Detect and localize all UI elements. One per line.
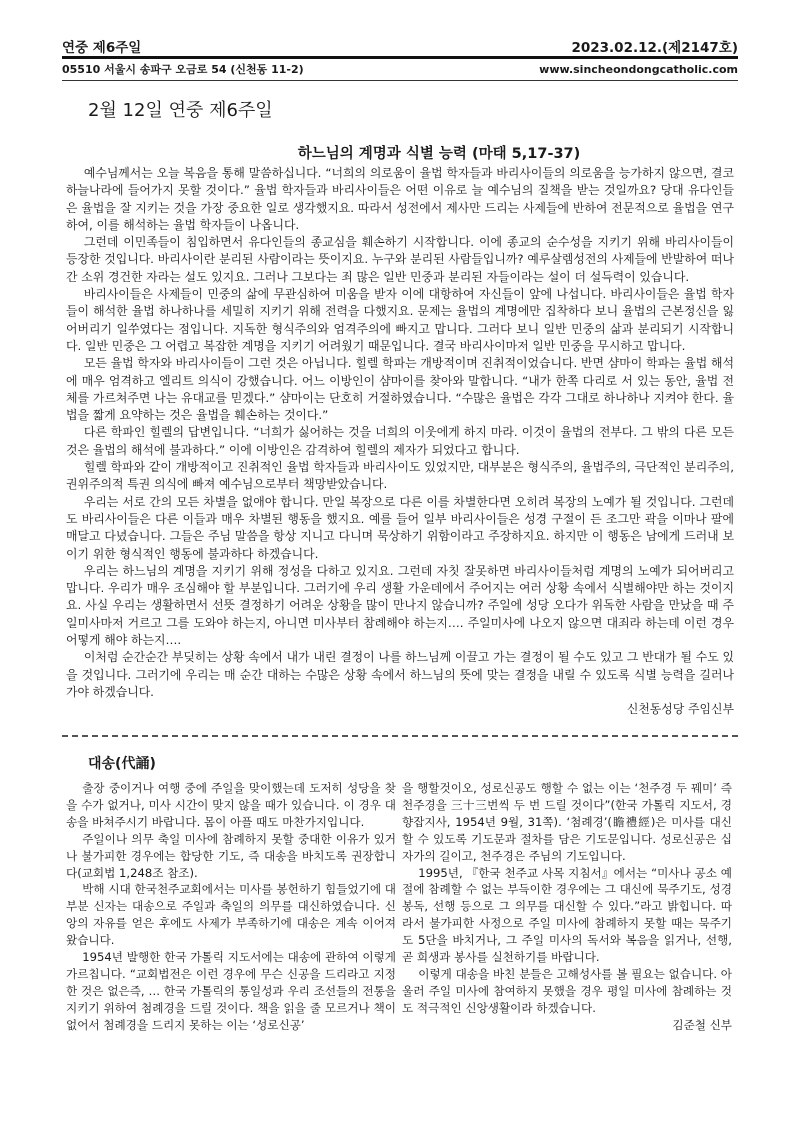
column-paragraph: 1954년 발행한 한국 가톨릭 지도서에는 대송에 관하여 이렇게 가르칩니다. “교회법전은 이런 경우에 무슨 신공을 드리라고 지정한 것은 없은즉, … 한국 가톨릭의 통일성과 우리 조선들의 전통을 지키기 위하여 첨례경을 드릴 것이다. 책을 읽을 줄 모르거나 책이 없어서 첨례경을 드리지 못하는 이는 ‘성로신공’ (66, 950, 396, 1032)
subheader-rule (62, 80, 738, 81)
homily-signature: 신천동성당 주임신부 (626, 702, 734, 717)
homily-paragraph: 모든 율법 학자와 바리사이들이 그런 것은 아닙니다. 힐렐 학파는 개방적이며 진취적이었습니다. 반면 샴마이 학파는 율법 해석에 매우 엄격하고 엘리트 의식이 강했습니다. 어느 이방인이 샴마이를 찾아와 말합니다. “내가 한쪽 다리로 서 있는 동안, 율법 전체를 가르쳐주면 나는 유대교를 믿겠다.” 샴마이는 단호히 거절하였습니다. “수많은 율법은 각각 그대로 하나하나 지켜야 한다. 율법을 짧게 요약하는 것은 율법을 훼손하는 것이다.” (66, 356, 734, 423)
homily-paragraph: 다른 학파인 힐렐의 답변입니다. “너희가 싫어하는 것을 너희의 이웃에게 하지 마라. 이것이 율법의 전부다. 그 밖의 다른 모든 것은 율법의 해석에 불과하다.” 이에 이방인은 감격하여 힐렐의 제자가 되었다고 합니다. (66, 425, 734, 457)
homily-body (66, 165, 734, 719)
homily-paragraph: 그런데 이민족들이 침입하면서 유다인들의 종교심을 훼손하기 시작합니다. 이에 종교의 순수성을 지키기 위해 바리사이들이 등장한 것입니다. 바리사이란 분리된 사람이라는 뜻이지요. 누구와 분리된 사람들입니까? 예루살렘성전의 사제들에 반발하여 떠나간 소위 경건한 자라는 설도 있지요. 그러나 그보다는 죄 많은 일반 민중과 분리된 자들이라는 설이 더 설득력이 있습니다. (66, 235, 735, 284)
homily-paragraph: 예수님께서는 오늘 복음을 통해 말씀하십니다. “너희의 의로움이 율법 학자들과 바리사이들의 의로움을 능가하지 않으면, 결코 하늘나라에 들어가지 못할 것이다.” 율법 학자들과 바리사이들은 어떤 이유로 늘 예수님의 질책을 받는 것일까요? 당대 유다인들은 율법을 잘 지키는 것을 가장 중요한 일로 생각했지요. 따라서 성전에서 제사만 드리는 사제들에 반하여 전문적으로 율법을 연구하여, 이를 해석하는 율법 학자들이 나옵니다. (66, 166, 734, 232)
masthead-rule (62, 56, 738, 59)
section-signature: 김준철 신부 (672, 1017, 732, 1032)
homily-paragraph: 이처럼 순간순간 부딪히는 상황 속에서 내가 내린 결정이 나를 하느님께 이끌고 가는 결정이 될 수도 있고 그 반대가 될 수도 있을 것입니다. 그러기에 우리는 매 순간 대하는 수많은 상황 속에서 하느님의 뜻에 맞는 결정을 내릴 수 있도록 식별 능력을 길러나가야 하겠습니다. (66, 650, 734, 699)
date-title: 2월 12일 연중 제6주일 (88, 100, 273, 121)
column-paragraph: 박해 시대 한국천주교회에서는 미사를 봉헌하기 힘들었기에 대부분 신자는 대송으로 주일과 축일의 의무를 대신하였습니다. 신앙의 자유를 얻은 후에도 사제가 부족하기에 대송은 계속 이어져 왔습니다. (66, 882, 396, 948)
homily-paragraph: 우리는 하느님의 계명을 지키기 위해 정성을 다하고 있지요. 그런데 자칫 잘못하면 바리사이들처럼 계명의 노예가 되어버리고 맙니다. 우리가 매우 조심해야 할 부분입니다. 그러기에 우리 생활 가운데에서 주어지는 여러 상황 속에서 식별해야만 하는 것이지요. 사실 우리는 생활하면서 선뜻 결정하기 어려운 상황을 많이 만나지 않습니까? 주일에 성당 오다가 위독한 사람을 만났을 때 주일미사마저 거르고 그를 도와야 하는지, 아니면 미사부터 참례해야 하는지…. 주일미사에 나오지 않으면 대죄라 하는데 이런 경우 어떻게 해야 하는지…. (66, 563, 734, 648)
issue-date: 2023.02.12.(제2147호) (571, 40, 738, 56)
subheader (62, 60, 738, 78)
homily-title: 하느님의 계명과 식별 능력 (마태 5,17-37) (297, 146, 581, 162)
homily-paragraph: 우리는 서로 간의 모든 차별을 없애야 합니다. 만일 복장으로 다른 이를 차별한다면 오히려 복장의 노예가 될 것입니다. 그런데도 바리사이들은 다른 이들과 매우 차별된 행동을 했지요. 예를 들어 일부 바리사이들은 성경 구절이 든 조그만 곽을 이마나 팔에 매달고 다녔습니다. 그들은 주님 말씀을 항상 지니고 다니며 묵상하기 위함이라고 주장하지요. 하지만 이 행동은 남에게 드러내 보이기 위한 형식적인 행동에 불과하다 하겠습니다. (66, 494, 734, 561)
homily-paragraph: 힐렐 학파와 같이 개방적이고 진취적인 율법 학자들과 바리사이도 있었지만, 대부분은 형식주의, 율법주의, 극단적인 분리주의, 권위주의적 특권 의식에 빠져 예수님으로부터 책망받았습니다. (66, 460, 734, 492)
address: 05510 서울시 송파구 오금로 54 (신천동 11-2) (62, 63, 304, 76)
right-column (402, 780, 732, 1034)
section-signature-row (402, 1017, 732, 1034)
column-paragraph: 주일이나 의무 축일 미사에 참례하지 못할 중대한 이유가 있거나 불가피한 경우에는 합당한 기도, 즉 대송을 바치도록 권장합니다(교회법 1,248조 참조). (66, 831, 396, 880)
section-divider (62, 735, 738, 737)
homily-paragraph: 바리사이들은 사제들이 민중의 삶에 무관심하여 미움을 받자 이에 대항하여 자신들이 앞에 나섭니다. 바리사이들은 율법 학자들이 해석한 율법 하나하나를 세밀히 지키기 위해 전력을 다했지요. 문제는 율법의 계명에만 집착하다 보니 율법의 근본정신을 잃어버리기 일쑤였다는 점입니다. 지독한 형식주의와 엄격주의에 빠지고 맙니다. 그러다 보니 일반 민중의 삶과 분리되기 시작합니다. 일반 민중은 그 어렵고 복잡한 계명을 지키기 어려웠기 때문입니다. 결국 바리사이마저 일반 민중을 무시하고 맙니다. (66, 287, 734, 353)
masthead (62, 34, 738, 56)
column-paragraph-continued: 을 행할것이오, 성로신공도 행할 수 없는 이는 ‘천주경 두 꿰미’ 즉 천주경을 三十三번씩 두 번 드릴 것이다”(한국 가톨릭 지도서, 경향잡지사, 1954년 9월, 31쪽). ‘첨례경’(瞻禮經)은 미사를 대신할 수 있도록 기도문과 절차를 담은 기도문입니다. 성로신공은 십자가의 길이고, 천주경은 주님의 기도입니다. (402, 781, 732, 863)
website-link[interactable]: www.sincheondongcatholic.com (539, 62, 738, 76)
column-paragraph: 출장 중이거나 여행 중에 주일을 맞이했는데 도저히 성당을 찾을 수가 없거나, 미사 시간이 맞지 않을 때가 있습니다. 이 경우 대송을 바쳐주시기 바랍니다. 몸이 아플 때도 마찬가지입니다. (66, 781, 396, 829)
homily-signature-row (66, 701, 734, 718)
left-column (66, 780, 396, 1034)
column-paragraph: 1995년, 『한국 천주교 사목 지침서』에서는 “미사나 공소 예절에 참례할 수 없는 부득이한 경우에는 그 대신에 묵주기도, 성경 봉독, 선행 등으로 그 의무를 대신할 수 있다.”라고 밝힙니다. 따라서 불가피한 사정으로 주일 미사에 참례하지 못할 때는 묵주기도 5단을 바치거나, 그 주일 미사의 독서와 복음을 읽거나, 선행, 곧 희생과 봉사를 실천하기를 바랍니다. (402, 865, 732, 965)
section-title: 대송(代誦) (88, 756, 156, 772)
column-paragraph: 이렇게 대송을 바친 분들은 고해성사를 볼 필요는 없습니다. 아울러 주일 미사에 참여하지 못했을 경우 평일 미사에 참례하는 것도 적극적인 신앙생활이라 하겠습니다. (402, 966, 732, 1015)
bulletin-name: 연중 제6주일 (62, 40, 142, 56)
